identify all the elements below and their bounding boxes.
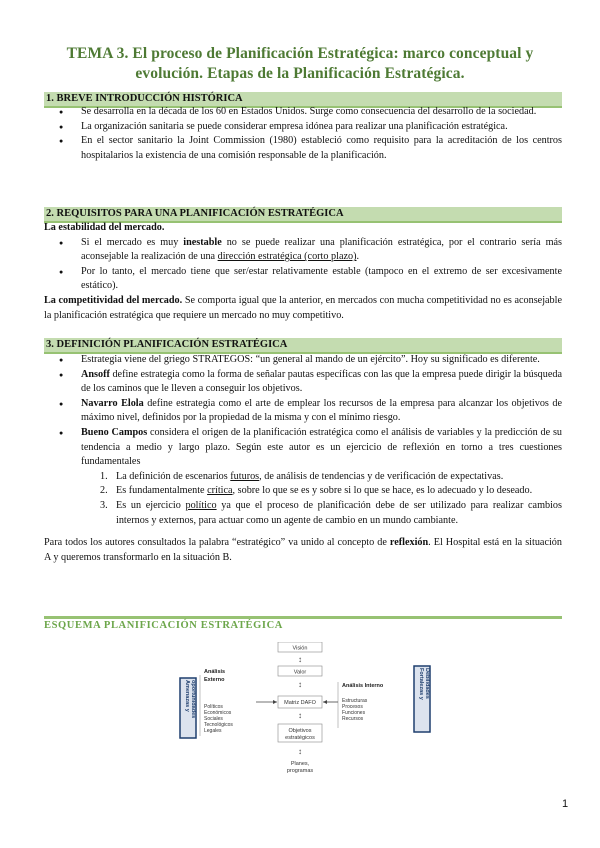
value-label: Valor — [293, 669, 307, 676]
section-body-3 — [44, 353, 562, 565]
external-item: Legales — [204, 728, 222, 734]
list-item: ● Si el mercado es muy inestable no se puede realizar una planificación estratégica, por el contrario sería más aconsejable la realización de una dirección estratégica (corto plazo). — [81, 236, 562, 265]
threats-label-2: oportunidades — [190, 680, 196, 719]
plans-label-1: Planes, — [290, 761, 310, 767]
internal-item: Estructuras — [342, 698, 368, 704]
schema-heading: ESQUEMA PLANIFICACIÓN ESTRATÉGICA — [44, 620, 283, 631]
strengths-label-1: Fortalezas y — [418, 668, 424, 700]
list-item: ● Ansoff define estrategia como la forma de señalar pautas específicas con las que la empresa puede dirigir la búsqueda de los caminos que le lleven a conseguir los objetivos. — [81, 368, 562, 397]
section-heading-2: 2. REQUISITOS PARA UNA PLANIFICACIÓN ESTRATÉGICA — [44, 207, 562, 221]
list-item: ● Navarro Elola define estrategia como el arte de emplear los recursos de la empresa para alcanzar los objetivos de máximo nivel, definidos por la propiedad de la misma y con el mínimo riesgo. — [81, 397, 562, 426]
numbered-item: 2. Es fundamentalmente crítica, sobre lo que se es y sobre si lo que se hace, es lo adecuado y lo deseado. — [100, 485, 533, 497]
internal-item: Recursos — [342, 716, 364, 722]
page-number: 1 — [562, 798, 569, 810]
section-body-1 — [44, 105, 562, 163]
numbered-item: 3. Es un ejercicio político ya que el proceso de planificación debe de ser utilizado para realizar cambios internos y externos, para actuar como un agente de cambio en un mundo cambiante. — [100, 499, 562, 526]
arrow-left-head — [323, 700, 327, 704]
vision-label: Visión — [292, 645, 308, 652]
page-title: TEMA 3. El proceso de Planificación Estratégica: marco conceptual y evolución. Etapas de la Planificación Estratégica. — [66, 45, 534, 82]
paragraph-competitiveness: La competitividad del mercado. Se comporta igual que la anterior, en mercados con mucha competitividad no es aconsejable la planificación estratégica que requiere un mercado no muy competitivo. — [44, 294, 562, 321]
internal-item: Funciones — [342, 710, 366, 716]
schema-rule — [44, 616, 562, 619]
paragraph-reflection: Para todos los autores consultados la palabra “estratégico” va unido al concepto de reflexión. El Hospital está en la situación A y queremos transformarlo en la situación B. — [44, 537, 562, 563]
list-item: ● Por lo tanto, el mercado tiene que ser/estar relativamente estable (tampoco en el extremo de ser excesivamente estático). — [81, 265, 562, 294]
threats-label-1: Amenazas y — [184, 680, 190, 712]
objectives-label-2: estratégicos — [285, 735, 315, 741]
arrow-updown-icon: ↕ — [298, 711, 302, 720]
internal-item: Procesos — [342, 704, 363, 710]
external-item: Tecnológicos — [204, 722, 233, 728]
list-item: ● Bueno Campos considera el origen de la planificación estratégica como el análisis de variables y la predicción de su tendencia a medio y largo plazo. Según este autor es un ejercicio de reflexión en torno a tres cuestiones fundamentales — [81, 426, 562, 470]
arrow-right-head — [273, 700, 277, 704]
subheading-market-stability: La estabilidad del mercado. — [44, 222, 165, 233]
external-analysis-title-2: Externo — [204, 677, 225, 683]
section-body-2 — [44, 221, 562, 323]
list-item: ● Estrategia viene del griego STRATEGOS: “un general al mando de un ejército”. Hoy su significado es diferente. — [81, 353, 562, 368]
list-item: ● La organización sanitaria se puede considerar empresa idónea para realizar una planificación estratégica. — [81, 120, 562, 135]
internal-analysis-title: Análisis Interno — [342, 683, 384, 689]
list-item: ● En el sector sanitario la Joint Commission (1980) estableció como requisito para la acreditación de los centros hospitalarios la existencia de una comisión responsable de la planificación. — [81, 134, 562, 163]
strategic-planning-diagram — [178, 642, 432, 778]
external-item: Políticos — [204, 704, 223, 710]
numbered-item: 1. La definición de escenarios futuros, de análisis de tendencias y de verificación de expectativas. — [100, 470, 504, 482]
arrow-updown-icon: ↕ — [298, 680, 302, 689]
section-heading-1: 1. BREVE INTRODUCCIÓN HISTÓRICA — [44, 92, 562, 106]
external-item: Económicos — [204, 710, 232, 716]
external-item: Sociales — [204, 716, 223, 722]
swot-label: Matriz DAFO — [284, 700, 316, 706]
arrow-updown-icon: ↕ — [298, 747, 302, 756]
plans-label-2: programas — [286, 768, 314, 774]
section-heading-3: 3. DEFINICIÓN PLANIFICACIÓN ESTRATÉGICA — [44, 338, 562, 352]
list-item: ● Se desarrolla en la década de los 60 en Estados Unidos. Surge como consecuencia del desarrollo de la sociedad. — [81, 105, 562, 120]
external-analysis-title-1: Análisis — [204, 669, 226, 675]
arrow-updown-icon: ↕ — [298, 655, 302, 664]
strengths-label-2: Debilidades — [424, 668, 430, 699]
objectives-label-1: Objetivos — [288, 728, 312, 734]
